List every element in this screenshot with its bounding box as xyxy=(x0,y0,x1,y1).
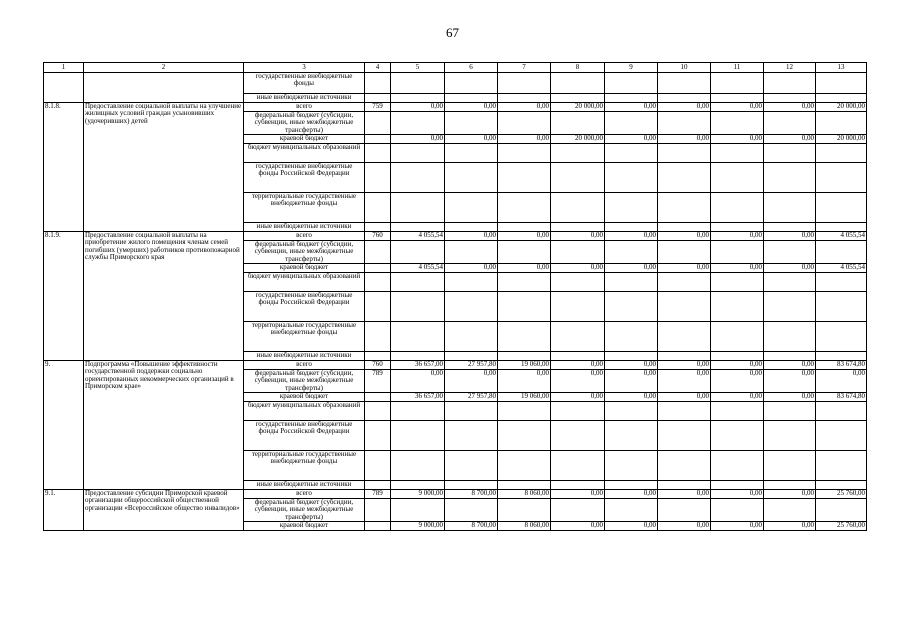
funding-source: краевой бюджет xyxy=(244,135,365,144)
amount-cell xyxy=(658,499,711,522)
amount-cell xyxy=(551,451,605,481)
amount-cell: 4 055,54 xyxy=(391,264,445,273)
amount-cell xyxy=(605,292,658,322)
amount-cell: 9 000,00 xyxy=(391,522,445,531)
table-row xyxy=(44,490,867,499)
amount-cell xyxy=(445,163,498,193)
col4-code xyxy=(365,322,391,352)
amount-cell xyxy=(605,193,658,223)
amount-cell xyxy=(711,144,764,163)
amount-cell xyxy=(551,292,605,322)
amount-cell: 19 060,00 xyxy=(498,393,551,402)
col4-code xyxy=(365,481,391,490)
amount-cell: 0,00 xyxy=(551,370,605,393)
col4-code: 760 xyxy=(365,232,391,241)
header-cell: 5 xyxy=(391,63,445,73)
amount-cell xyxy=(658,223,711,232)
funding-source: краевой бюджет xyxy=(244,522,365,531)
col4-code xyxy=(365,393,391,402)
amount-cell: 4 055,54 xyxy=(816,232,867,241)
amount-cell xyxy=(391,352,445,361)
amount-cell xyxy=(445,112,498,135)
amount-cell xyxy=(711,292,764,322)
amount-cell: 0,00 xyxy=(658,103,711,112)
amount-cell: 0,00 xyxy=(764,490,816,499)
amount-cell xyxy=(711,499,764,522)
amount-cell: 0,00 xyxy=(764,232,816,241)
amount-cell xyxy=(658,144,711,163)
amount-cell xyxy=(391,322,445,352)
funding-source: краевой бюджет xyxy=(244,393,365,402)
amount-cell xyxy=(391,112,445,135)
funding-source: иные внебюджетные источники xyxy=(244,223,365,232)
amount-cell xyxy=(498,223,551,232)
amount-cell xyxy=(498,322,551,352)
amount-cell xyxy=(391,223,445,232)
amount-cell xyxy=(498,402,551,421)
amount-cell xyxy=(764,402,816,421)
amount-cell xyxy=(551,223,605,232)
funding-source: всего xyxy=(244,103,365,112)
col4-code: 760 xyxy=(365,361,391,370)
amount-cell: 27 957,80 xyxy=(445,361,498,370)
amount-cell xyxy=(658,481,711,490)
amount-cell xyxy=(764,451,816,481)
source-cell: иные внебюджетные источники xyxy=(244,94,365,103)
amount-cell xyxy=(445,292,498,322)
amount-cell xyxy=(658,273,711,292)
item-name: Предоставление субсидии Приморской краевой организации общероссийской общественной организации «Всероссийское общество инвалидов» xyxy=(84,490,244,531)
amount-cell xyxy=(711,421,764,451)
amount-cell xyxy=(816,163,867,193)
funding-source: краевой бюджет xyxy=(244,264,365,273)
amount-cell xyxy=(551,144,605,163)
amount-cell: 0,00 xyxy=(658,135,711,144)
col4-code: 789 xyxy=(365,490,391,499)
amount-cell: 0,00 xyxy=(658,490,711,499)
amount-cell: 0,00 xyxy=(498,232,551,241)
amount-cell xyxy=(764,421,816,451)
amount-cell xyxy=(764,322,816,352)
amount-cell xyxy=(551,193,605,223)
amount-cell xyxy=(711,112,764,135)
amount-cell xyxy=(605,499,658,522)
amount-cell xyxy=(445,352,498,361)
amount-cell: 8 700,00 xyxy=(445,490,498,499)
amount-cell xyxy=(711,322,764,352)
amount-cell: 0,00 xyxy=(551,490,605,499)
amount-cell xyxy=(391,241,445,264)
amount-cell xyxy=(764,481,816,490)
amount-cell xyxy=(658,322,711,352)
amount-cell: 0,00 xyxy=(658,370,711,393)
funding-source: иные внебюджетные источники xyxy=(244,352,365,361)
amount-cell xyxy=(658,241,711,264)
amount-cell xyxy=(658,292,711,322)
amount-cell xyxy=(764,112,816,135)
header-cell: 10 xyxy=(658,63,711,73)
amount-cell: 0,00 xyxy=(764,264,816,273)
amount-cell xyxy=(498,352,551,361)
amount-cell xyxy=(445,193,498,223)
col4-code xyxy=(365,402,391,421)
name-cell xyxy=(84,73,244,103)
amount-cell xyxy=(498,112,551,135)
amount-cell: 0,00 xyxy=(764,370,816,393)
item-code: 8.1.8. xyxy=(44,103,84,232)
amount-cell xyxy=(658,193,711,223)
header-cell: 7 xyxy=(498,63,551,73)
amount-cell xyxy=(711,402,764,421)
amount-cell xyxy=(816,402,867,421)
amount-cell xyxy=(605,451,658,481)
amount-cell: 0,00 xyxy=(764,393,816,402)
amount-cell xyxy=(658,112,711,135)
amount-cell xyxy=(764,144,816,163)
amount-cell: 0,00 xyxy=(658,264,711,273)
item-name: Подпрограмма «Повышение эффективности государственной поддержки социально ориентированных некоммерческих организаций в Приморском крае» xyxy=(84,361,244,490)
header-cell: 13 xyxy=(816,63,867,73)
amount-cell xyxy=(391,163,445,193)
amount-cell: 0,00 xyxy=(816,370,867,393)
funding-source: государственные внебюджетные фонды Российской Федерации xyxy=(244,292,365,322)
amount-cell xyxy=(605,402,658,421)
amount-cell: 0,00 xyxy=(711,370,764,393)
amount-cell: 0,00 xyxy=(551,522,605,531)
amount-cell xyxy=(498,481,551,490)
table-row xyxy=(44,232,867,241)
amount-cell: 0,00 xyxy=(711,490,764,499)
col4-code xyxy=(365,499,391,522)
header-cell: 6 xyxy=(445,63,498,73)
amount-cell: 8 700,00 xyxy=(445,522,498,531)
col4-code xyxy=(365,421,391,451)
amount-cell: 0,00 xyxy=(445,232,498,241)
amount-cell xyxy=(764,273,816,292)
amount-cell xyxy=(816,223,867,232)
amount-cell xyxy=(816,112,867,135)
amount-cell xyxy=(816,499,867,522)
header-row xyxy=(44,63,867,73)
amount-cell: 9 000,00 xyxy=(391,490,445,499)
table-row xyxy=(44,73,867,94)
funding-source: территориальные государственные внебюджетные фонды xyxy=(244,193,365,223)
col4-code xyxy=(365,352,391,361)
header-cell: 2 xyxy=(84,63,244,73)
amount-cell xyxy=(391,499,445,522)
amount-cell: 0,00 xyxy=(711,232,764,241)
amount-cell xyxy=(498,193,551,223)
amount-cell: 0,00 xyxy=(498,103,551,112)
header-cell: 9 xyxy=(605,63,658,73)
amount-cell xyxy=(816,421,867,451)
col4-code xyxy=(365,223,391,232)
amount-cell xyxy=(445,241,498,264)
funding-source: государственные внебюджетные фонды Российской Федерации xyxy=(244,163,365,193)
amount-cell xyxy=(816,292,867,322)
funding-source: всего xyxy=(244,490,365,499)
amount-cell: 0,00 xyxy=(391,103,445,112)
funding-source: иные внебюджетные источники xyxy=(244,481,365,490)
amount-cell xyxy=(764,241,816,264)
amount-cell: 0,00 xyxy=(605,490,658,499)
funding-source: федеральный бюджет (субсидии, субвенции, иные межбюджетные трансферты) xyxy=(244,112,365,135)
amount-cell xyxy=(816,481,867,490)
amount-cell: 83 674,80 xyxy=(816,361,867,370)
amount-cell: 0,00 xyxy=(445,135,498,144)
item-name: Предоставление социальной выплаты на улучшение жилищных условий граждан усыновивших (удочеривших) детей xyxy=(84,103,244,232)
amount-cell: 20 000,00 xyxy=(816,103,867,112)
amount-cell xyxy=(605,322,658,352)
amount-cell xyxy=(816,144,867,163)
amount-cell xyxy=(551,499,605,522)
amount-cell: 0,00 xyxy=(445,370,498,393)
amount-cell xyxy=(551,322,605,352)
col4-code: 789 xyxy=(365,370,391,393)
amount-cell: 25 760,00 xyxy=(816,490,867,499)
amount-cell xyxy=(551,112,605,135)
code-cell xyxy=(44,73,84,103)
amount-cell: 20 000,00 xyxy=(551,135,605,144)
amount-cell xyxy=(605,421,658,451)
item-code: 9. xyxy=(44,361,84,490)
amount-cell: 0,00 xyxy=(605,522,658,531)
amount-cell: 0,00 xyxy=(605,264,658,273)
table-row xyxy=(44,361,867,370)
amount-cell xyxy=(445,451,498,481)
amount-cell xyxy=(551,241,605,264)
amount-cell: 8 060,00 xyxy=(498,522,551,531)
header-cell: 11 xyxy=(711,63,764,73)
col4-code xyxy=(365,193,391,223)
amount-cell: 0,00 xyxy=(711,361,764,370)
amount-cell: 0,00 xyxy=(391,135,445,144)
item-code: 9.1. xyxy=(44,490,84,531)
amount-cell xyxy=(711,241,764,264)
amount-cell: 0,00 xyxy=(445,264,498,273)
funding-source: федеральный бюджет (субсидии, субвенции, иные межбюджетные трансферты) xyxy=(244,241,365,264)
amount-cell xyxy=(711,451,764,481)
table-row xyxy=(44,103,867,112)
amount-cell xyxy=(605,241,658,264)
amount-cell xyxy=(445,402,498,421)
amount-cell: 0,00 xyxy=(605,370,658,393)
amount-cell xyxy=(764,193,816,223)
amount-cell xyxy=(764,292,816,322)
amount-cell xyxy=(498,421,551,451)
amount-cell: 0,00 xyxy=(711,264,764,273)
amount-cell: 0,00 xyxy=(498,135,551,144)
amount-cell xyxy=(445,144,498,163)
col4-code xyxy=(365,135,391,144)
amount-cell xyxy=(551,352,605,361)
amount-cell: 8 060,00 xyxy=(498,490,551,499)
amount-cell xyxy=(551,273,605,292)
amount-cell xyxy=(816,273,867,292)
amount-cell: 20 000,00 xyxy=(816,135,867,144)
amount-cell xyxy=(445,499,498,522)
header-cell: 8 xyxy=(551,63,605,73)
amount-cell xyxy=(391,402,445,421)
amount-cell xyxy=(605,112,658,135)
amount-cell xyxy=(445,322,498,352)
header-cell: 12 xyxy=(764,63,816,73)
amount-cell xyxy=(498,163,551,193)
amount-cell: 0,00 xyxy=(658,522,711,531)
amount-cell: 0,00 xyxy=(711,393,764,402)
item-name: Предоставление социальной выплаты на приобретение жилого помещения членам семей погибших (умерших) работников противопожарной службы Приморского края xyxy=(84,232,244,361)
col4-code xyxy=(365,163,391,193)
amount-cell xyxy=(391,144,445,163)
amount-cell: 36 657,00 xyxy=(391,393,445,402)
amount-cell: 0,00 xyxy=(498,370,551,393)
funding-source: государственные внебюджетные фонды Российской Федерации xyxy=(244,421,365,451)
funding-source: бюджет муниципальных образований xyxy=(244,144,365,163)
col4-code xyxy=(365,292,391,322)
amount-cell xyxy=(445,421,498,451)
amount-cell xyxy=(658,352,711,361)
amount-cell xyxy=(605,481,658,490)
page-number: 67 xyxy=(446,25,459,40)
amount-cell xyxy=(498,499,551,522)
amount-cell xyxy=(711,273,764,292)
col4-code xyxy=(365,144,391,163)
amount-cell xyxy=(711,163,764,193)
amount-cell xyxy=(605,352,658,361)
amount-cell: 0,00 xyxy=(764,135,816,144)
col4-code xyxy=(365,241,391,264)
amount-cell: 36 657,00 xyxy=(391,361,445,370)
amount-cell xyxy=(816,193,867,223)
header-cell: 3 xyxy=(244,63,365,73)
amount-cell xyxy=(764,163,816,193)
amount-cell xyxy=(445,481,498,490)
col4-code xyxy=(365,522,391,531)
amount-cell xyxy=(498,451,551,481)
amount-cell: 0,00 xyxy=(605,361,658,370)
amount-cell: 27 957,80 xyxy=(445,393,498,402)
funding-source: бюджет муниципальных образований xyxy=(244,402,365,421)
amount-cell: 0,00 xyxy=(605,232,658,241)
amount-cell xyxy=(658,421,711,451)
amount-cell xyxy=(605,144,658,163)
amount-cell xyxy=(391,451,445,481)
amount-cell xyxy=(551,163,605,193)
amount-cell xyxy=(551,421,605,451)
amount-cell xyxy=(391,421,445,451)
amount-cell xyxy=(658,163,711,193)
amount-cell: 0,00 xyxy=(658,232,711,241)
amount-cell xyxy=(605,273,658,292)
amount-cell xyxy=(816,322,867,352)
amount-cell xyxy=(605,163,658,193)
source-cell: государственные внебюджетные фонды xyxy=(244,73,365,94)
col4-code xyxy=(365,451,391,481)
amount-cell xyxy=(551,481,605,490)
amount-cell xyxy=(445,273,498,292)
amount-cell xyxy=(391,273,445,292)
amount-cell xyxy=(498,273,551,292)
funding-source: территориальные государственные внебюджетные фонды xyxy=(244,322,365,352)
amount-cell xyxy=(711,223,764,232)
col4-code: 759 xyxy=(365,103,391,112)
budget-table xyxy=(43,62,867,531)
amount-cell xyxy=(711,481,764,490)
item-code: 8.1.9. xyxy=(44,232,84,361)
amount-cell: 0,00 xyxy=(605,393,658,402)
amount-cell xyxy=(391,481,445,490)
amount-cell xyxy=(711,352,764,361)
amount-cell: 0,00 xyxy=(551,232,605,241)
amount-cell: 0,00 xyxy=(445,103,498,112)
amount-cell xyxy=(551,402,605,421)
header-cell: 1 xyxy=(44,63,84,73)
amount-cell: 0,00 xyxy=(711,103,764,112)
amount-cell: 4 055,54 xyxy=(816,264,867,273)
amount-cell xyxy=(391,193,445,223)
amount-cell: 0,00 xyxy=(658,361,711,370)
amount-cell xyxy=(764,499,816,522)
amount-cell xyxy=(764,352,816,361)
amount-cell xyxy=(816,352,867,361)
funding-source: федеральный бюджет (субсидии, субвенции, иные межбюджетные трансферты) xyxy=(244,499,365,522)
amount-cell: 4 055,54 xyxy=(391,232,445,241)
amount-cell: 25 760,00 xyxy=(816,522,867,531)
amount-cell: 20 000,00 xyxy=(551,103,605,112)
amount-cell xyxy=(445,223,498,232)
amount-cell: 0,00 xyxy=(605,103,658,112)
amount-cell: 0,00 xyxy=(551,264,605,273)
amount-cell xyxy=(816,451,867,481)
col4-code xyxy=(365,264,391,273)
amount-cell: 0,00 xyxy=(498,264,551,273)
amount-cell: 0,00 xyxy=(764,103,816,112)
amount-cell: 0,00 xyxy=(605,135,658,144)
amount-cell: 0,00 xyxy=(764,522,816,531)
funding-source: всего xyxy=(244,361,365,370)
amount-cell: 0,00 xyxy=(764,361,816,370)
col4-code xyxy=(365,112,391,135)
amount-cell xyxy=(391,292,445,322)
amount-cell: 19 060,00 xyxy=(498,361,551,370)
amount-cell xyxy=(498,144,551,163)
amount-cell xyxy=(816,241,867,264)
funding-source: всего xyxy=(244,232,365,241)
amount-cell xyxy=(605,223,658,232)
amount-cell: 0,00 xyxy=(391,370,445,393)
amount-cell: 0,00 xyxy=(551,393,605,402)
amount-cell: 0,00 xyxy=(711,522,764,531)
amount-cell xyxy=(764,223,816,232)
funding-source: территориальные государственные внебюджетные фонды xyxy=(244,451,365,481)
amount-cell xyxy=(658,451,711,481)
amount-cell: 0,00 xyxy=(658,393,711,402)
amount-cell xyxy=(711,193,764,223)
amount-cell: 0,00 xyxy=(551,361,605,370)
amount-cell: 83 674,80 xyxy=(816,393,867,402)
amount-cell xyxy=(498,292,551,322)
amount-cell: 0,00 xyxy=(711,135,764,144)
header-cell: 4 xyxy=(365,63,391,73)
amount-cell xyxy=(498,241,551,264)
col4-code xyxy=(365,273,391,292)
funding-source: бюджет муниципальных образований xyxy=(244,273,365,292)
amount-cell xyxy=(658,402,711,421)
funding-source: федеральный бюджет (субсидии, субвенции, иные межбюджетные трансферты) xyxy=(244,370,365,393)
